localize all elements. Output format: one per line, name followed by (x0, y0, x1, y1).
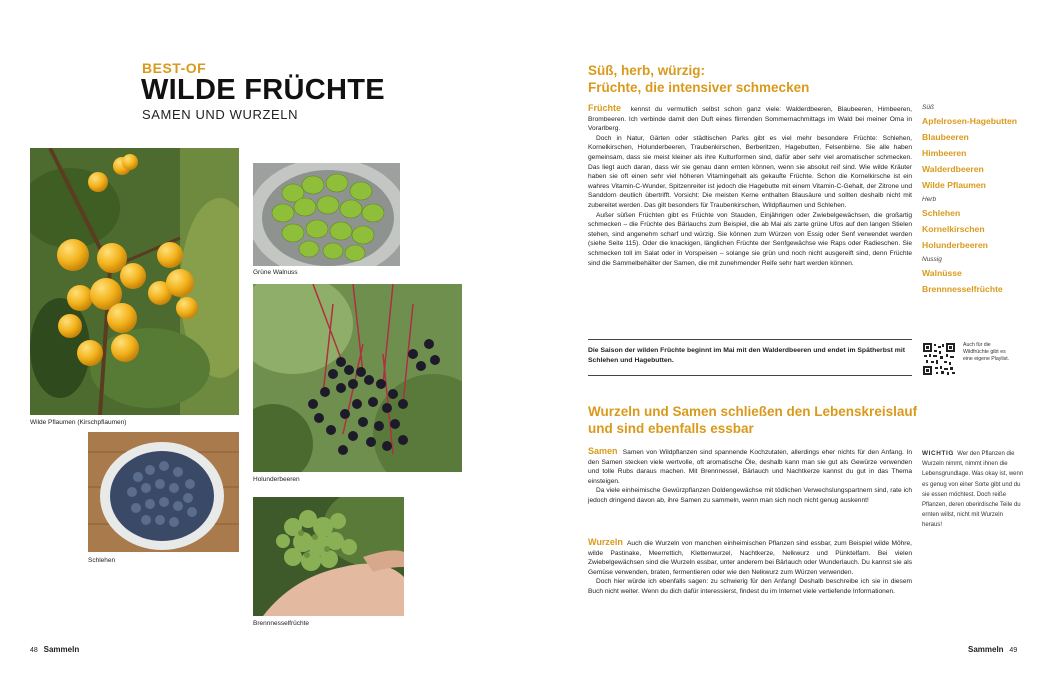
footer-section-right: Sammeln (968, 645, 1004, 654)
section-roots: Wurzeln Auch die Wurzeln von manchen einheimischen Pflanzen sind essbar, zum Beispiel wilde Möhre, wilde Pastinake, Meerrettich, Klettenwurzel, Nachtkerze, Nelkwurz und Pünktelfarn. Bei vielen Zwiebelgewächsen sind die Wurzeln essbar, unter anderem bei Bärlauch oder Wunderlauch. Du kannst sie als Gemüse verwenden, braten, fermentieren oder wie den Nelkwurz zum Würzen verwenden. Doch hier würde ich ebenfalls sagen: zu schwierig für den Anfang! Deshalb beschreibe ich sie in diesem Buch nicht weiter. Wenn du dich dafür interessierst, findest du im Internet viele vertiefende Informationen. (588, 537, 912, 595)
section-seeds: Samen Samen von Wildpflanzen sind spannende Kochzutaten, allerdings eher nichts für den Anfang. In den Samen stecken viele wertvolle, oft aromatische Öle, deshalb kann man sie gut als Gewürze verwenden und tolle Rubs daraus machen. Mit Brennnessel, Bärlauch und Nachtkerze kannst du gut in das Thema einsteigen. Da viele einheimische Gewürzpflanzen Doldengewächse mit tödlichen Verwechslungspartnern sind, rate ich jedoch dringend davon ab, ihre Samen zu sammeln, wenn man sich noch nicht genug auskennt! (588, 446, 913, 504)
page-number-left: 48 (30, 647, 38, 654)
photo-nettle-seeds (253, 497, 404, 616)
sidebar-item: Walnüsse (922, 268, 962, 278)
warning-note (922, 449, 1024, 531)
photo-wild-plums (30, 148, 239, 415)
qr-caption: Auch für die Wildfrüchte gibt es eine eigene Playlist. (963, 342, 1010, 362)
page-subtitle: SAMEN UND WURZELN (142, 107, 299, 122)
sidebar-item: Apfelrosen-Hagebutten (922, 116, 1018, 126)
page-number-right: 49 (1009, 647, 1018, 654)
lead-seeds: Samen (588, 446, 618, 456)
sidebar-item: Blaubeeren (922, 132, 969, 142)
heading-fruits: Süß, herb, würzig: Früchte, die intensiver schmecken (588, 63, 810, 95)
lead-roots: Wurzeln (588, 537, 623, 547)
sidebar-item: Walderdbeeren (922, 164, 984, 174)
season-box: Die Saison der wilden Früchte beginnt im Mai mit den Walderdbeeren und endet im Spätherbst mit Schlehen und Hagebutten. (588, 347, 905, 364)
warning-label: WICHTIG (922, 450, 954, 457)
divider-bottom (588, 375, 912, 376)
caption-elder: Holunderbeeren (253, 476, 300, 483)
footer-section-left: Sammeln (43, 645, 80, 654)
sidebar-item: Wilde Pflaumen (922, 180, 986, 190)
sidebar-item: Kornelkirschen (922, 224, 985, 234)
sidebar-category: Herb (922, 196, 937, 203)
sidebar-category: Nussig (922, 256, 942, 263)
kicker: BEST-OF (142, 60, 207, 76)
sidebar-item: Schlehen (922, 208, 961, 218)
footer-left (30, 645, 79, 654)
heading-roots-seeds: Wurzeln und Samen schließen den Lebenskreislauf und sind ebenfalls essbar (588, 404, 918, 436)
footer-right (968, 645, 1017, 654)
section-fruits: Früchte kennst du vermutlich selbst schon ganz viele: Walderdbeeren, Blaubeeren, Himbeeren, Brombeeren. Ich verbinde damit den Duft eines flirrenden Sommernachmittags im Wald bei meiner Oma in Vorarlberg. Doch in Natur, Gärten oder städtischen Parks gibt es viel mehr besondere Früchte: Schlehen, Kornelkirschen, Holunderbeeren, Traubenkirschen, Berberitzen, Hagebutten, Felsenbirne. Sie alle haben gemeinsam, dass sie meist kleiner als ihre Kulturformen sind, dafür aber sehr viel aromatischer schmecken. Das liegt auch daran, dass wir sie genau dann ernten können, wenn sie absolut reif sind. Wie wilde Kräuter haben sie oft einen sehr viel höheren Vitamingehalt als gekaufte Früchte. Schon die Kornelkirsche ist ein wahres Vitamin-C-Wunder, Spitzenreiter ist jedoch die Hagebutte mit einem Vitamin-C-Gehalt, der Zitrone und Sanddorn deutlich übertrifft. Vorsicht: Die meisten Kerne enthalten Blausäure und sollten deshalb nicht mit zubereitet werden. Das gilt besonders für Traubenkirschen, Wildpflaumen und Schlehen. Außer süßen Früchten gibt es Früchte von Stauden, Einjährigen oder Zwiebelgewächsen, die großartig schmecken – die Früchte des Bärlauchs zum Beispiel, die ab Mai als zarte grüne Ufos auf den langen Stielen stehen, sind angenehm scharf und würzig. Sie können zum Würzen von Essig oder Senf verwendet werden (siehe Seite 115). Oder die knackigen, länglichen Früchte der Senfgewächse wie Raps oder Radieschen. Sie schmecken toll im Salat oder in Vorspeisen – solange sie grün und noch nicht ausgereift sind, denn Früchte sind die Sammelbehälter der Samen, die mit zunehmender Reife sehr hart werden können. (588, 103, 912, 267)
warning-text: Wer den Pflanzen die Wurzeln nimmt, nimmt ihnen die Lebensgrundlage. Was okay ist, wenn es genug von einer Sorte gibt und du sie essen möchtest. Doch reiße Pflanzen, deren oberirdische Teile du ernten willst, nicht mit Wurzeln heraus! (922, 451, 1024, 529)
caption-plum: Wilde Pflaumen (Kirschpflaumen) (30, 419, 127, 426)
divider-top (588, 339, 912, 340)
caption-sloe: Schlehen (88, 557, 116, 564)
photo-sloes (88, 432, 239, 552)
caption-nettle: Brennnesselfrüchte (253, 620, 310, 627)
sidebar-item: Holunderbeeren (922, 240, 988, 250)
lead-fruits: Früchte (588, 103, 622, 113)
sidebar-item: Brennnesselfrüchte (922, 284, 1003, 294)
page-title: WILDE FRÜCHTE (141, 74, 385, 106)
photo-green-walnut (253, 163, 400, 266)
sidebar-category: Süß (922, 104, 934, 111)
fruit-sidebar (922, 104, 1042, 294)
qr-code[interactable] (922, 342, 956, 376)
photo-elderberries (253, 284, 462, 472)
sidebar-item: Himbeeren (922, 148, 967, 158)
caption-walnut: Grüne Walnuss (253, 269, 298, 276)
